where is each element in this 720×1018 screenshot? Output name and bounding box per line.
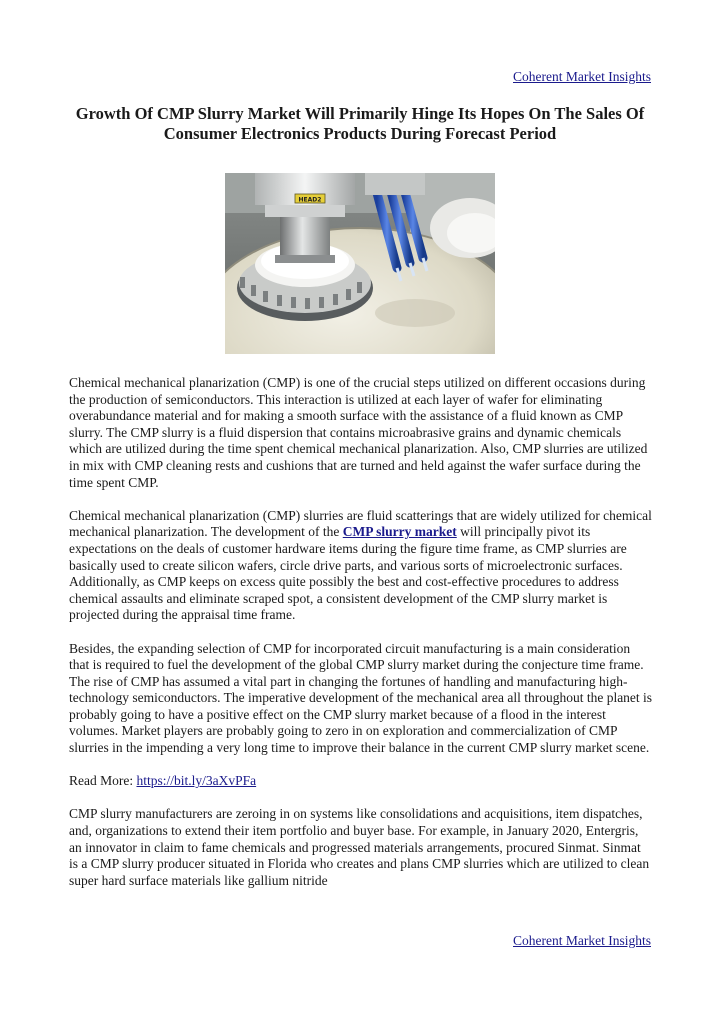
read-more [69, 773, 653, 790]
head-label: HEAD2 [298, 196, 322, 204]
paragraph-4: CMP slurry manufacturers are zeroing in on systems like consolidations and acquisitions, item dispatches, and, organizations to extend their item portfolio and buyer base. For example, in January 2020, Entergris, an innovator in claim to fame chemicals and progressed materials arrangements, procured Sinmat. Sinmat is a CMP slurry producer situated in Florida who creates and plans CMP slurries which are utilized to clean super hard surface materials like gallium nitride [69, 806, 650, 888]
header-link[interactable]: Coherent Market Insights [513, 69, 651, 84]
cmp-slurry-market-link[interactable]: CMP slurry market [342, 524, 457, 540]
document-title: Growth Of CMP Slurry Market Will Primarily Hinge Its Hopes On The Sales Of Consumer Electronics Products During Forecast Period [75, 104, 645, 143]
read-more-link[interactable]: https://bit.ly/3aXvPFa [136, 773, 257, 789]
article-body [69, 375, 653, 906]
read-more-label: Read More: [69, 773, 137, 789]
paragraph-2 [69, 508, 653, 624]
paragraph-3: Besides, the expanding selection of CMP for incorporated circuit manufacturing is a main consideration that is required to fuel the development of the global CMP slurry market during the conjecture time frame. The rise of CMP has assumed a vital part in changing the fortunes of handling and manufacturing high-technology semiconductors. The imperative development of the mechanical area all throughout the planet is probably going to have a positive effect on the CMP slurry market because of a flood in the interest volumes. Market players are probably going to zero in on exploration and commercialization of CMP slurries in the impending a very long time to improve their balance in the current CMP slurry market scene. [69, 640, 653, 756]
footer-link[interactable]: Coherent Market Insights [513, 933, 651, 948]
paragraph-1: Chemical mechanical planarization (CMP) is one of the crucial steps utilized on different occasions during the production of semiconductors. This interaction is utilized at each layer of wafer for eliminating overabundance material and for making a smooth surface with the assistance of a fluid known as CMP slurry. The CMP slurry is a fluid dispersion that contains microabrasive grains and dynamic chemicals which are utilized during the time spent chemical mechanical planarization. Also, CMP slurries are utilized in mix with CMP cleaning rests and cushions that are turned and held against the wafer surface during the time spent CMP. [69, 375, 648, 490]
paragraph-2-text-start: Chemical mechanical planarization (CMP) slurries are fluid scatterings that are widely utilized for chemical mechanical planarization. The development of the [69, 507, 652, 540]
cmp-machine-photo [225, 173, 495, 354]
paragraph-2-text-end: will principally pivot its expectations on the deals of customer hardware items during the figure time frame, as CMP slurries are basically used to create silicon wafers, circle drive parts, and various sorts of microelectronic surfaces. Additionally, as CMP keeps on excess quite possibly the best and cost-effective procedures to address chemical assaults and eliminate scraped spot, a consistent development of the CMP slurry market is projected during the appraisal time frame. [69, 524, 627, 623]
